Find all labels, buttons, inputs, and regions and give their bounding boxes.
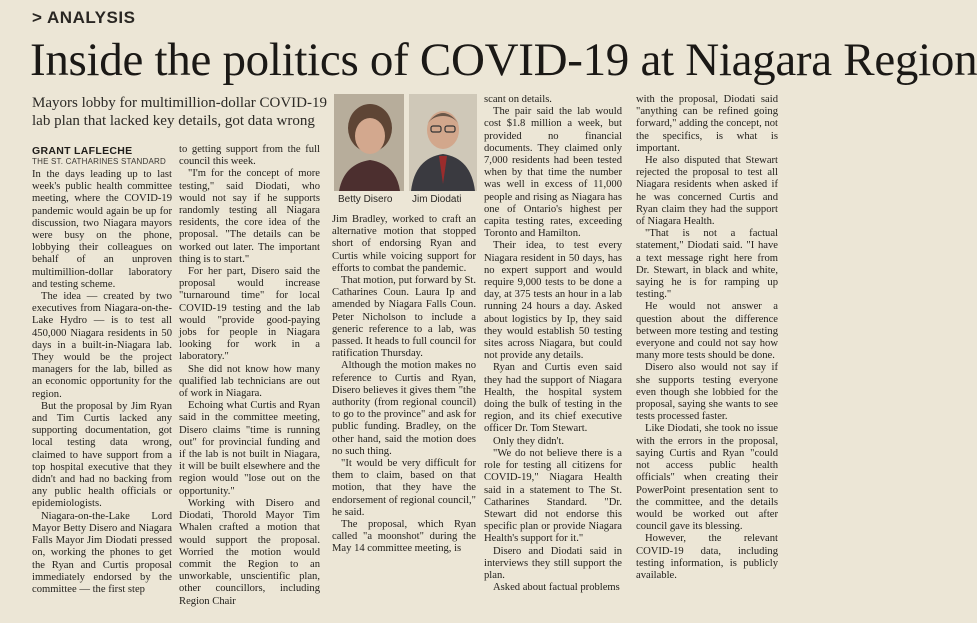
paragraph: Disero and Diodati said in interviews they still support the plan. [484,545,622,581]
article-column-4 [484,94,622,619]
paragraph: to getting support from the full council this week. [179,144,320,168]
byline [32,145,192,167]
paragraph: The idea — created by two executives from Niagara-on-the-Lake Hydro — is to test all 450,000 Niagara residents in 50 days in a built-in-Niagara lab. They would be the project managers for the lab, billed as an economic opportunity for the region. [32,291,172,400]
paragraph: Asked about factual problems [493,582,620,594]
paragraph: with the proposal, Diodati said "anything can be refined going forward," adding the concept, not the specifics, is what is important. [636,94,778,154]
paragraph: Like Diodati, she took no issue with the errors in the proposal, saying Curtis and Ryan "could not access public health officials" when creating their PowerPoint presentation sent to the committee, and the details would be worked out after council gave its blessing. [636,423,778,533]
paragraph: Their idea, to test every Niagara resident in 50 days, has no expert support and would require 9,000 tests to be done a day, at 375 tests an hour in a lab running 24 hours a day. Asked about logistics by Ip, they said they would establish 50 testing sites across Niagara, but could not provide any details. [484,240,622,362]
byline-organization: THE ST. CATHARINES STANDARD [32,157,167,166]
photo-caption: Jim Diodati [412,194,462,205]
paragraph: She did not know how many qualified lab technicians are out of work in Niagara. [179,363,320,400]
paragraph: For her part, Disero said the proposal would increase "turnaround time" for local COVID-19 testing and the lab would "provide good-paying jobs for people in Niagara looking for work in a laboratory." [179,266,320,363]
paragraph: Jim Bradley, worked to craft an alternative motion that stopped short of endorsing Ryan and Curtis while voicing support for efforts to combat the pandemic. [332,214,476,274]
paragraph: "We do not believe there is a role for testing all citizens for COVID-19," Niagara Health said in a statement to The St. Catharines Standard. "Dr. Stewart did not endorse this specific plan or provide Niagara Health's support for it." [484,447,622,545]
paragraph: In the days leading up to last week's public health committee meeting, where the COVID-19 pandemic would again be up for discussion, two Niagara mayors were busy on the phone, lobbying their colleagues on behalf of an unproven multimillion-dollar laboratory and testing scheme. [32,169,172,290]
section-kicker: > ANALYSIS [32,8,136,27]
deck: Mayors lobby for multimillion-dollar COVID-19 lab plan that lacked key details, got data wrong [32,95,327,129]
paragraph: Only they didn't. [493,435,565,447]
paragraph: The proposal, which Ryan called "a moonshot" during the May 14 committee meeting, is [332,519,476,555]
headline: Inside the politics of COVID-19 at Niagara Region [30,34,977,86]
paragraph: Although the motion makes no reference to Curtis and Ryan, Disero believes it gives them "the authority (from regional council) to go to the province" and ask for public funding. Bradley, on the other hand, said the motion does no such thing. [332,360,476,457]
paragraph: "It would be very difficult for them to claim, based on that motion, that they have the endorsement of regional council," he said. [332,458,476,518]
paragraph: The pair said the lab would cost $1.8 million a week, but provided no financial documents. They claimed only 7,000 residents had been tested when by that time the number was well in excess of 11,000 people and rising as Niagara has one of Ontario's highest per capita testing rates, exceeding Toronto and Hamilton. [484,106,622,240]
paragraph: "That is not a factual statement," Diodati said. "I have a text message right here from Dr. Stewart, in black and white, saying he is for ramping up testing." [636,228,778,301]
paragraph: Disero also would not say if she supports testing everyone even though she lobbied for the proposal, saying she wants to see tests processed faster. [636,362,778,423]
photo-caption: Betty Disero [338,194,393,205]
paragraph: Echoing what Curtis and Ryan said in the committee meeting, Disero claims "time is running out" for provincial funding and if the lab is not built in Niagara, it will be built elsewhere and the region would "lose out on the opportunity." [179,400,320,497]
portrait-woman-icon [334,94,404,191]
article-column-1 [32,169,172,619]
paragraph: However, the relevant COVID-19 data, including testing information, is publicly available. [636,533,778,581]
paragraph: He also disputed that Stewart rejected the proposal to test all Niagara residents when asked if he was concerned Curtis and Ryan claim they had the support of Niagara Health. [636,155,778,228]
paragraph: Ryan and Curtis even said they had the support of Niagara Health, the hospital system doing the bulk of testing in the region, and its chief executive officer Dr. Tom Stewart. [484,362,622,435]
article-column-3 [332,214,476,619]
photo-jim-diodati [409,94,477,191]
article-column-2 [179,144,320,619]
byline-name: GRANT LAFLECHE [32,145,133,157]
paragraph: But the proposal by Jim Ryan and Tim Curtis lacked any supporting documentation, got local testing data wrong, claimed to have support from a top hospital executive that they didn't and had no backing from any public health officials or epidemiologists. [32,400,172,510]
article-column-5 [636,94,778,619]
paragraph: Niagara-on-the-Lake Lord Mayor Betty Disero and Niagara Falls Mayor Jim Diodati pressed on, working the phones to get the Ryan and Curtis proposal immediately endorsed by the committee — the first step [32,510,172,595]
paragraph: He would not answer a question about the difference between more testing and testing everyone and could not say how many more tests should be done. [636,301,778,362]
photo-betty-disero [334,94,404,191]
paragraph: "I'm for the concept of more testing," said Diodati, who would not say if he supports randomly testing all Niagara residents, the core idea of the proposal. "The details can be worked out later. The important thing is to start." [179,168,320,265]
paragraph: That motion, put forward by St. Catharines Coun. Laura Ip and amended by Niagara Falls Coun. Peter Nicholson to include a generic reference to a lab, was passed. It heads to full council for ratification Thursday. [332,275,476,360]
paragraph: scant on details. [484,94,552,105]
paragraph: Working with Disero and Diodati, Thorold Mayor Tim Whalen crafted a motion that would support the proposal. Worried the motion would commit the Region to an unworkable, unscientific plan, other councillors, including Region Chair [179,497,320,607]
portrait-man-icon [409,94,477,191]
